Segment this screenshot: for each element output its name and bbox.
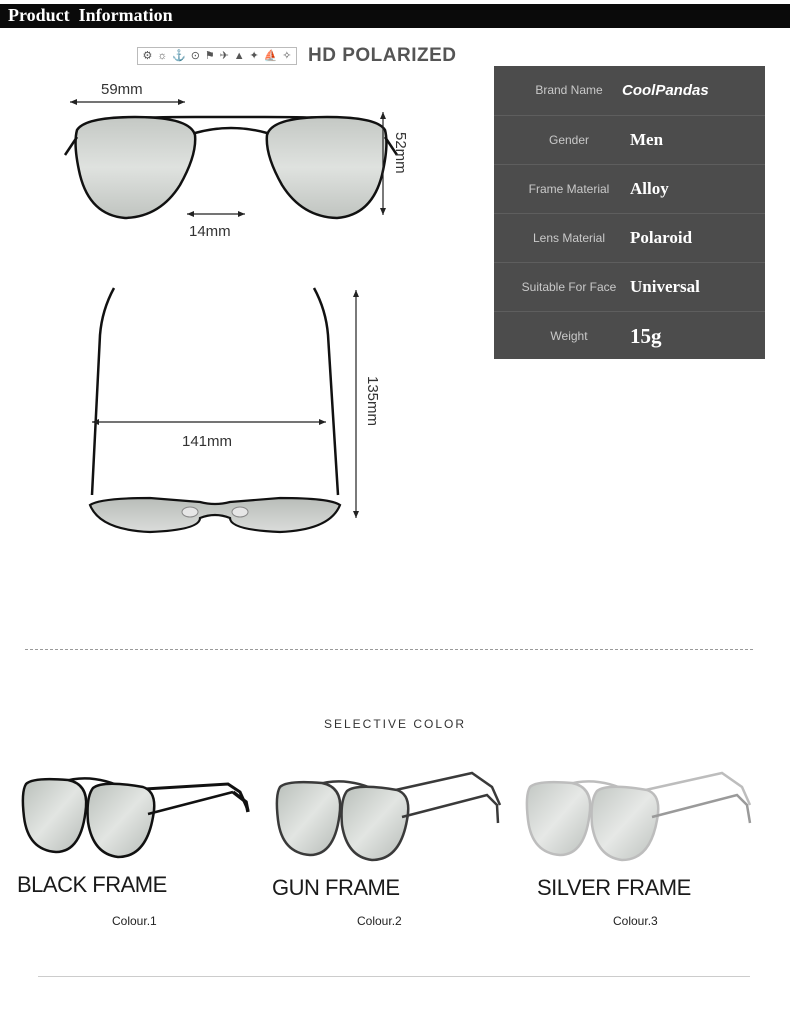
spec-label: Suitable For Face [521, 280, 617, 294]
spec-value: Men [630, 130, 664, 149]
frame-name-silver: SILVER FRAME [537, 875, 691, 900]
front-frame-top [90, 498, 340, 532]
colour-label-1: Colour.1 [112, 914, 157, 928]
spec-label: Lens Material [532, 231, 606, 245]
spec-label: Frame Material [528, 182, 610, 196]
lens-width-label: 59mm [101, 81, 143, 98]
right-temple [314, 288, 338, 495]
silver-frame-image [522, 765, 762, 873]
spec-value: 15g [630, 323, 662, 348]
golf-icon: ⚑ [204, 50, 215, 62]
spec-label: Brand Name [535, 83, 603, 97]
spec-row-frame-material [494, 164, 765, 213]
bottom-divider [38, 976, 750, 977]
spec-value: Alloy [630, 179, 669, 198]
hd-polarized-label: HD POLARIZED [308, 45, 457, 66]
section-divider [25, 649, 753, 650]
page-title: Product Information [8, 5, 173, 25]
front-view-diagram [55, 75, 415, 235]
driving-icon: ⊙ [190, 50, 200, 62]
spec-value: Polaroid [630, 228, 693, 247]
spec-row-weight [494, 311, 765, 360]
spec-row-gender [494, 115, 765, 164]
spec-value: Universal [630, 277, 700, 296]
spec-row-face [494, 262, 765, 311]
activity-icons-strip [137, 47, 297, 65]
spec-table [494, 66, 765, 359]
hiking-icon: ✧ [282, 50, 292, 62]
climbing-icon: ▲ [233, 50, 245, 62]
gun-frame-image [272, 765, 512, 873]
frame-name-black: BLACK FRAME [17, 872, 167, 897]
colour-label-2: Colour.2 [357, 914, 402, 928]
spec-row-brand [494, 66, 765, 114]
left-lens [76, 117, 196, 218]
lens-height-label: 52mm [392, 132, 409, 174]
spec-row-lens-material [494, 213, 765, 262]
spec-label: Weight [550, 329, 588, 343]
selective-color-title: SELECTIVE COLOR [323, 717, 467, 731]
skiing-icon: ✈ [219, 50, 229, 62]
spec-label: Gender [548, 133, 590, 147]
bridge-label: 14mm [189, 223, 231, 240]
running-icon: ☼ [157, 50, 168, 62]
frame-name-gun: GUN FRAME [272, 875, 400, 900]
spec-value: CoolPandas [622, 81, 709, 99]
temple-length-label: 135mm [364, 376, 381, 427]
travel-icon: ✦ [249, 50, 259, 62]
left-temple [92, 288, 114, 495]
sailing-icon: ⛵ [263, 50, 278, 62]
black-frame-image [18, 762, 258, 870]
cycling-icon: ⚙ [142, 50, 153, 62]
top-view-diagram [80, 280, 380, 540]
fishing-icon: ⚓ [172, 50, 186, 62]
right-lens [267, 117, 387, 218]
frame-width-label: 141mm [182, 433, 233, 450]
colour-label-3: Colour.3 [613, 914, 658, 928]
bridge [195, 128, 267, 133]
